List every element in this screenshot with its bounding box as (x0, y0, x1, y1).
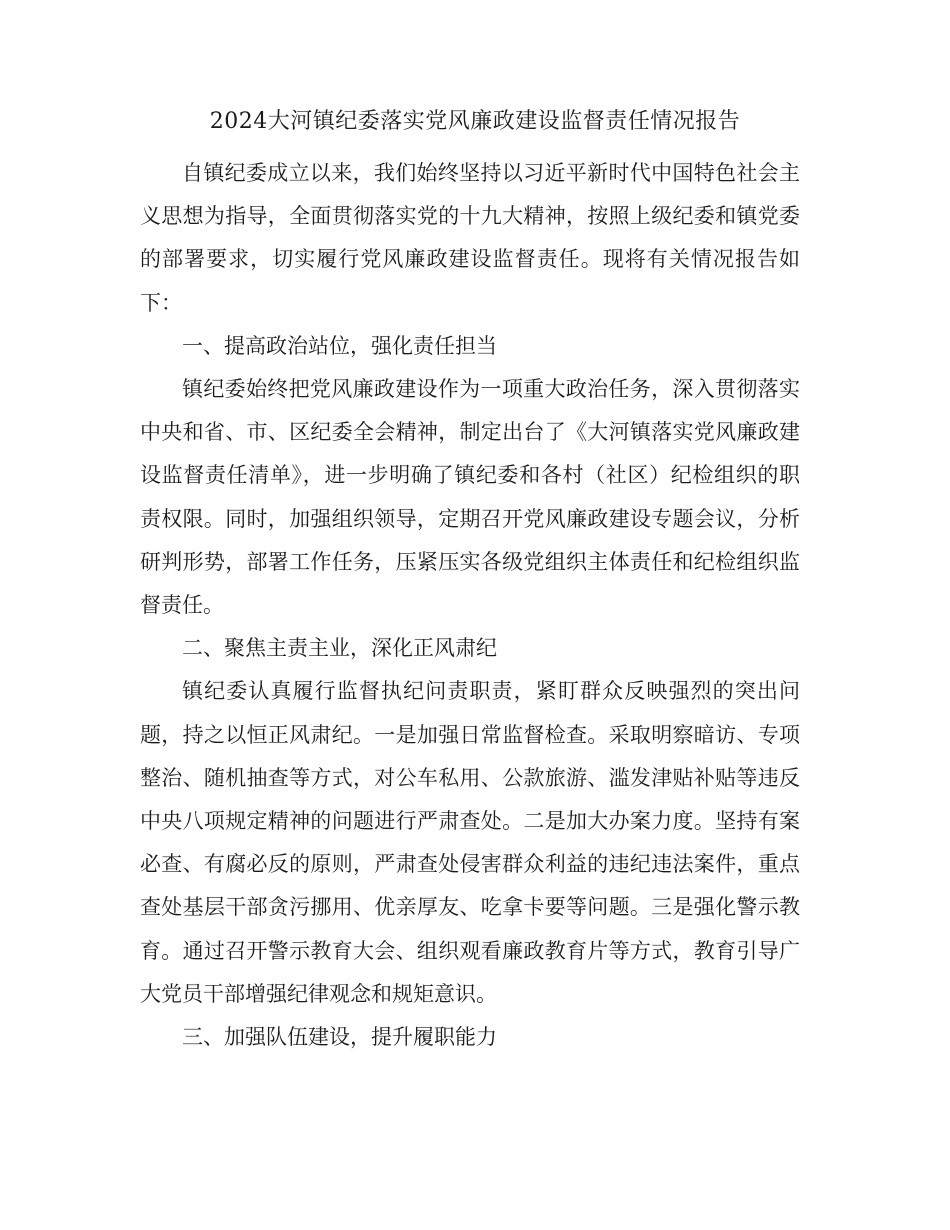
document-title: 2024大河镇纪委落实党风廉政建设监督责任情况报告 (209, 109, 741, 134)
section-heading-3: 三、加强队伍建设，提升履职能力 (182, 1025, 497, 1050)
section-paragraph-2: 镇纪委认真履行监督执纪问责职责，紧盯群众反映强烈的突出问题，持之以恒正风肃纪。一是加强日常监督检查。采取明察暗访、专项整治、随机抽查等方式，对公车私用、公款旅游、滥发津贴补贴等违反中央八项规定精神的问题进行严肃查处。二是加大办案力度。坚持有案必查、有腐必反的原则，严肃查处侵害群众利益的违纪违法案件，重点查处基层干部贪污挪用、优亲厚友、吃拿卡要等问题。三是强化警示教育。通过召开警示教育大会、组织观看廉政教育片等方式，教育引导广大党员干部增强纪律观念和规矩意识。 (140, 679, 800, 1006)
section-heading-2: 二、聚焦主责主业，深化正风肃纪 (182, 636, 497, 661)
intro-paragraph: 自镇纪委成立以来，我们始终坚持以习近平新时代中国特色社会主义思想为指导，全面贯彻落实党的十九大精神，按照上级纪委和镇党委的部署要求，切实履行党风廉政建设监督责任。现将有关情况报告如下： (140, 161, 800, 315)
section-heading-1: 一、提高政治站位，强化责任担当 (182, 333, 497, 358)
document-body (140, 152, 800, 1059)
section-paragraph-1: 镇纪委始终把党风廉政建设作为一项重大政治任务，深入贯彻落实中央和省、市、区纪委全会精神，制定出台了《大河镇落实党风廉政建设监督责任清单》，进一步明确了镇纪委和各村（社区）纪检组织的职责权限。同时，加强组织领导，定期召开党风廉政建设专题会议，分析研判形势，部署工作任务，压紧压实各级党组织主体责任和纪检组织监督责任。 (140, 377, 800, 618)
